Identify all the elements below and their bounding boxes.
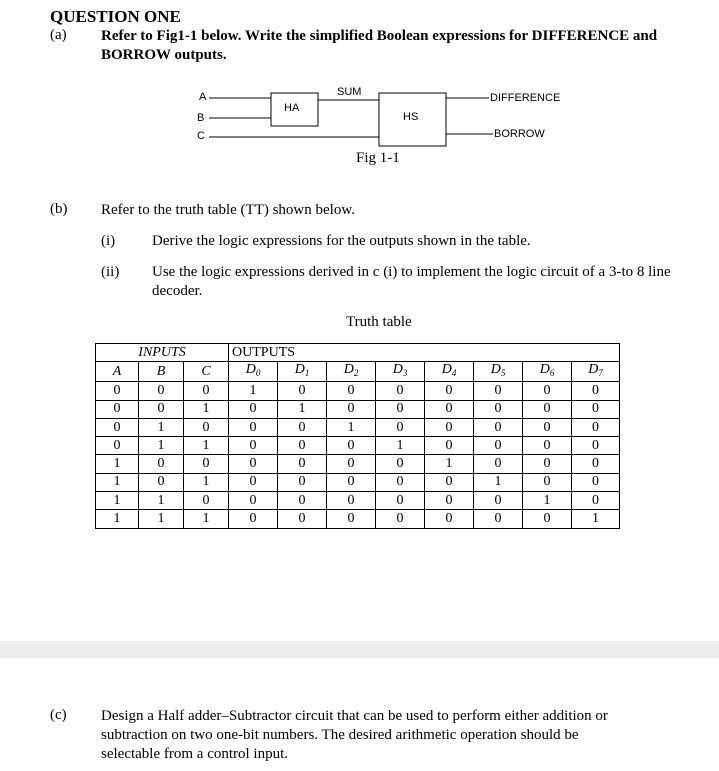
item-ii-line1: Use the logic expressions derived in c (i) to implement the logic circuit of a 3-to 8 line [152,264,671,280]
table-cell: 0 [278,473,327,491]
table-row [96,510,620,528]
table-cell: 1 [139,418,184,436]
table-cell: 0 [96,437,139,455]
table-cell: 0 [139,382,184,400]
item-ii-label: (ii) [101,264,120,280]
table-cell: 0 [425,418,474,436]
table-cell: 0 [229,510,278,528]
table-cell: 0 [523,473,572,491]
table-column-header-row [96,362,620,382]
input-a-label: A [199,91,207,103]
table-cell: 0 [425,382,474,400]
column-header-subscript: 0 [255,368,261,379]
hs-label: HS [403,111,419,123]
table-cell: 1 [474,473,523,491]
table-cell: 0 [278,437,327,455]
column-header-base: D [245,362,256,378]
table-cell: 0 [523,418,572,436]
table-cell: 0 [523,437,572,455]
table-cell: 0 [139,455,184,473]
table-cell: 0 [376,400,425,418]
table-cell: 0 [184,382,229,400]
column-header-base: D [588,362,599,378]
table-cell: 0 [139,473,184,491]
item-ii-text [152,263,671,301]
table-cell: 0 [523,400,572,418]
table-cell: 0 [474,418,523,436]
column-header [572,362,620,382]
column-header [278,362,327,382]
table-cell: 0 [474,492,523,510]
table-row [96,400,620,418]
item-ii-line2: decoder. [152,283,203,299]
table-cell: 1 [96,473,139,491]
table-cell: 1 [278,400,327,418]
table-cell: 0 [425,473,474,491]
part-c-line1: Design a Half adder–Subtractor circuit that can be used to perform either addition or [101,708,608,724]
table-row [96,382,620,400]
table-cell: 0 [278,382,327,400]
table-cell: 0 [376,473,425,491]
table-row [96,492,620,510]
borrow-label: BORROW [494,128,545,140]
table-cell: 0 [523,510,572,528]
table-cell: 0 [229,418,278,436]
table-cell: 0 [572,455,620,473]
table-cell: 0 [425,437,474,455]
column-header [376,362,425,382]
truth-table [95,343,620,529]
table-cell: 0 [229,492,278,510]
difference-label: DIFFERENCE [490,92,561,104]
table-cell: 0 [229,400,278,418]
table-cell: 0 [376,455,425,473]
table-cell: 0 [229,473,278,491]
table-cell: 0 [572,473,620,491]
table-cell: 0 [327,473,376,491]
table-cell: 1 [229,382,278,400]
item-i-label: (i) [101,233,116,249]
part-c-text [101,707,608,764]
column-header-subscript: 4 [451,368,457,379]
part-b-label: (b) [50,201,68,217]
column-header [425,362,474,382]
table-cell: 0 [278,418,327,436]
table-cell: 0 [327,382,376,400]
column-header-base: D [441,362,452,378]
table-cell: 1 [139,510,184,528]
column-header-subscript: 1 [304,368,310,379]
table-row [96,418,620,436]
table-cell: 1 [523,492,572,510]
truth-table-caption: Truth table [346,314,412,330]
column-header-subscript: 3 [402,368,408,379]
table-cell: 1 [327,418,376,436]
table-cell: 0 [96,382,139,400]
table-cell: 0 [376,382,425,400]
table-group-header-row [96,344,620,362]
table-cell: 0 [425,400,474,418]
table-cell: 1 [184,437,229,455]
table-cell: 0 [278,510,327,528]
table-cell: 0 [96,418,139,436]
table-cell: 0 [139,400,184,418]
ha-label: HA [284,102,300,114]
inputs-header: INPUTS [96,344,229,362]
table-cell: 1 [184,510,229,528]
column-header-subscript: 2 [353,368,359,379]
column-header-base: D [392,362,403,378]
table-cell: 0 [572,382,620,400]
table-cell: 1 [96,510,139,528]
table-cell: 1 [376,437,425,455]
column-header: B [139,362,184,382]
table-cell: 0 [474,455,523,473]
input-c-label: C [197,130,205,142]
table-cell: 1 [184,473,229,491]
table-cell: 0 [572,418,620,436]
table-cell: 0 [572,437,620,455]
table-cell: 0 [184,492,229,510]
sum-label: SUM [337,86,362,98]
column-header: A [96,362,139,382]
table-cell: 0 [425,510,474,528]
table-row [96,437,620,455]
table-cell: 0 [523,455,572,473]
figure-caption: Fig 1-1 [356,150,400,166]
table-cell: 1 [572,510,620,528]
column-header: C [184,362,229,382]
table-cell: 0 [376,492,425,510]
part-c-label: (c) [50,707,67,723]
table-cell: 0 [572,492,620,510]
table-cell: 0 [229,437,278,455]
page-break-band [0,641,719,658]
table-row [96,455,620,473]
table-cell: 0 [327,510,376,528]
table-cell: 0 [184,418,229,436]
table-cell: 0 [278,455,327,473]
outputs-header: OUTPUTS [229,344,620,362]
part-c-line3: selectable from a control input. [101,746,289,762]
table-cell: 0 [572,400,620,418]
table-cell: 0 [523,382,572,400]
column-header [229,362,278,382]
column-header-subscript: 7 [598,368,603,379]
table-cell: 0 [327,437,376,455]
part-a-label: (a) [50,27,67,43]
table-row [96,473,620,491]
input-b-label: B [197,112,205,124]
table-cell: 1 [139,437,184,455]
column-header [327,362,376,382]
table-cell: 0 [474,437,523,455]
part-b-intro: Refer to the truth table (TT) shown below. [101,202,355,218]
table-cell: 0 [474,382,523,400]
table-cell: 0 [184,455,229,473]
part-c-line2: subtraction on two one-bit numbers. The desired arithmetic operation should be [101,727,579,743]
table-cell: 0 [229,455,278,473]
column-header-subscript: 5 [500,368,506,379]
table-cell: 0 [327,400,376,418]
table-cell: 0 [278,492,327,510]
question-title: QUESTION ONE [50,7,181,26]
column-header [523,362,572,382]
table-cell: 1 [184,400,229,418]
table-cell: 0 [327,492,376,510]
table-cell: 0 [376,418,425,436]
item-i-text: Derive the logic expressions for the outputs shown in the table. [152,233,531,249]
column-header-base: D [490,362,501,378]
part-a-line1: Refer to Fig1-1 below. Write the simplified Boolean expressions for DIFFERENCE and [101,28,658,44]
column-header-base: D [294,362,305,378]
table-cell: 0 [474,510,523,528]
column-header-base: D [343,362,354,378]
column-header-subscript: 6 [549,368,555,379]
table-cell: 0 [425,492,474,510]
column-header-base: D [539,362,550,378]
table-cell: 0 [376,510,425,528]
table-cell: 1 [425,455,474,473]
table-cell: 1 [96,455,139,473]
table-cell: 1 [96,492,139,510]
table-cell: 1 [139,492,184,510]
table-cell: 0 [327,455,376,473]
part-a-line2: BORROW outputs. [101,47,227,63]
table-cell: 0 [96,400,139,418]
column-header [474,362,523,382]
table-cell: 0 [474,400,523,418]
